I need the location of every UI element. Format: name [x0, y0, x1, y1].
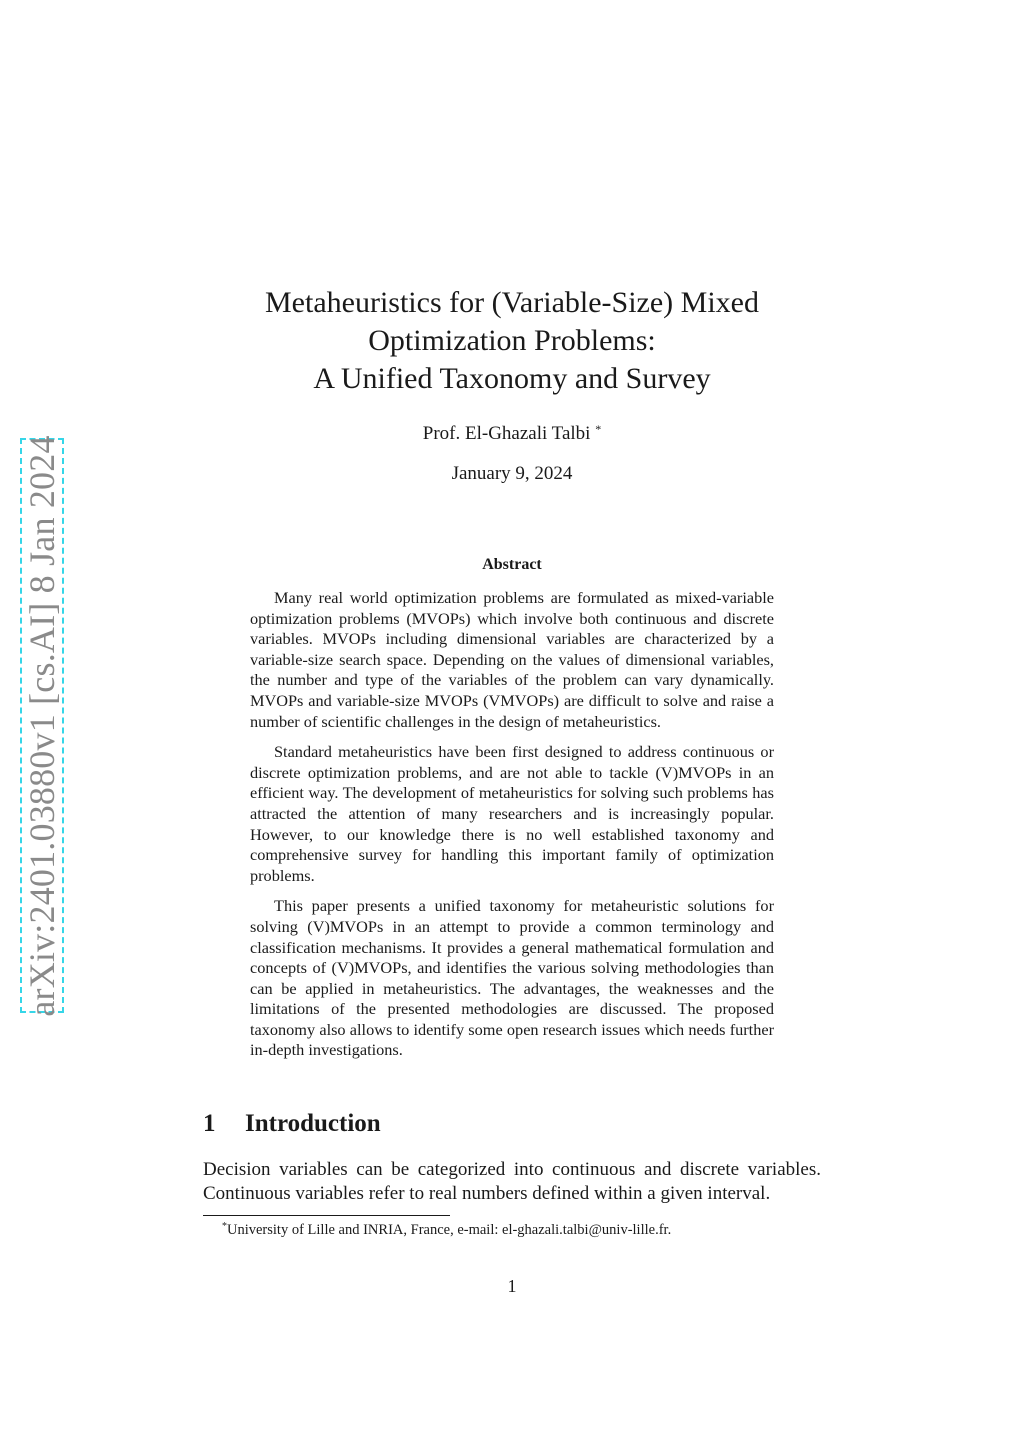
- title-line-2: Optimization Problems:: [368, 324, 656, 357]
- footnote: [222, 1221, 671, 1239]
- arxiv-identifier-stamp: [20, 434, 64, 1017]
- section-heading: [203, 1110, 381, 1138]
- abstract-heading: Abstract: [482, 556, 542, 573]
- author-line: [160, 422, 864, 445]
- abstract-paragraph: Standard metaheuristics have been first designed to address continuous or discrete optimization problems, and are not able to tackle (V)MVOPs in an efficient way. The development of metaheuristics for solving such problems has attracted the attention of many researchers and is increasingly popular. However, to our knowledge there is no well established taxonomy and comprehensive survey for handling this important family of optimization problems.: [250, 742, 774, 885]
- author-name: Prof. El-Ghazali Talbi: [422, 423, 591, 444]
- footnote-text: University of Lille and INRIA, France, e-mail: el-ghazali.talbi@univ-lille.fr.: [227, 1222, 672, 1238]
- footnote-mark: *: [222, 1221, 227, 1232]
- title-line-3: A Unified Taxonomy and Survey: [313, 362, 711, 395]
- arxiv-identifier-text: arXiv:2401.03880v1 [cs.AI] 8 Jan 2024: [22, 434, 62, 1017]
- section-number: 1: [203, 1110, 216, 1137]
- abstract-paragraph: Many real world optimization problems are formulated as mixed-variable optimization problems (MVOPs) which involve both continuous and discrete variables. MVOPs including dimensional variables are characterized by a variable-size search space. Depending on the values of dimensional variables, the number and type of the variables of the problem can vary dynamically. MVOPs and variable-size MVOPs (VMVOPs) are difficult to solve and raise a number of scientific challenges in the design of metaheuristics.: [250, 588, 774, 731]
- section-title: Introduction: [245, 1110, 381, 1137]
- page-number: 1: [507, 1276, 517, 1296]
- paper-title: [160, 284, 864, 398]
- author-footnote-mark: *: [595, 422, 602, 436]
- abstract-paragraph: This paper presents a unified taxonomy for metaheuristic solutions for solving (V)MVOPs in an attempt to provide a common terminology and classification mechanisms. It provides a general mathematical formulation and concepts of (V)MVOPs, and identifies the various solving methodologies than can be applied in metaheuristics. The advantages, the weaknesses and the limitations of the presented methodologies are discussed. The proposed taxonomy also allows to identify some open research issues which needs further in-depth investigations.: [250, 896, 774, 1060]
- publication-date: January 9, 2024: [451, 463, 573, 484]
- abstract-body: [250, 588, 774, 1071]
- footnote-divider: [203, 1215, 450, 1216]
- section-body-text: Decision variables can be categorized into continuous and discrete variables. Continuous variables refer to real numbers defined within a given interval.: [203, 1159, 821, 1204]
- title-line-1: Metaheuristics for (Variable-Size) Mixed: [265, 286, 759, 319]
